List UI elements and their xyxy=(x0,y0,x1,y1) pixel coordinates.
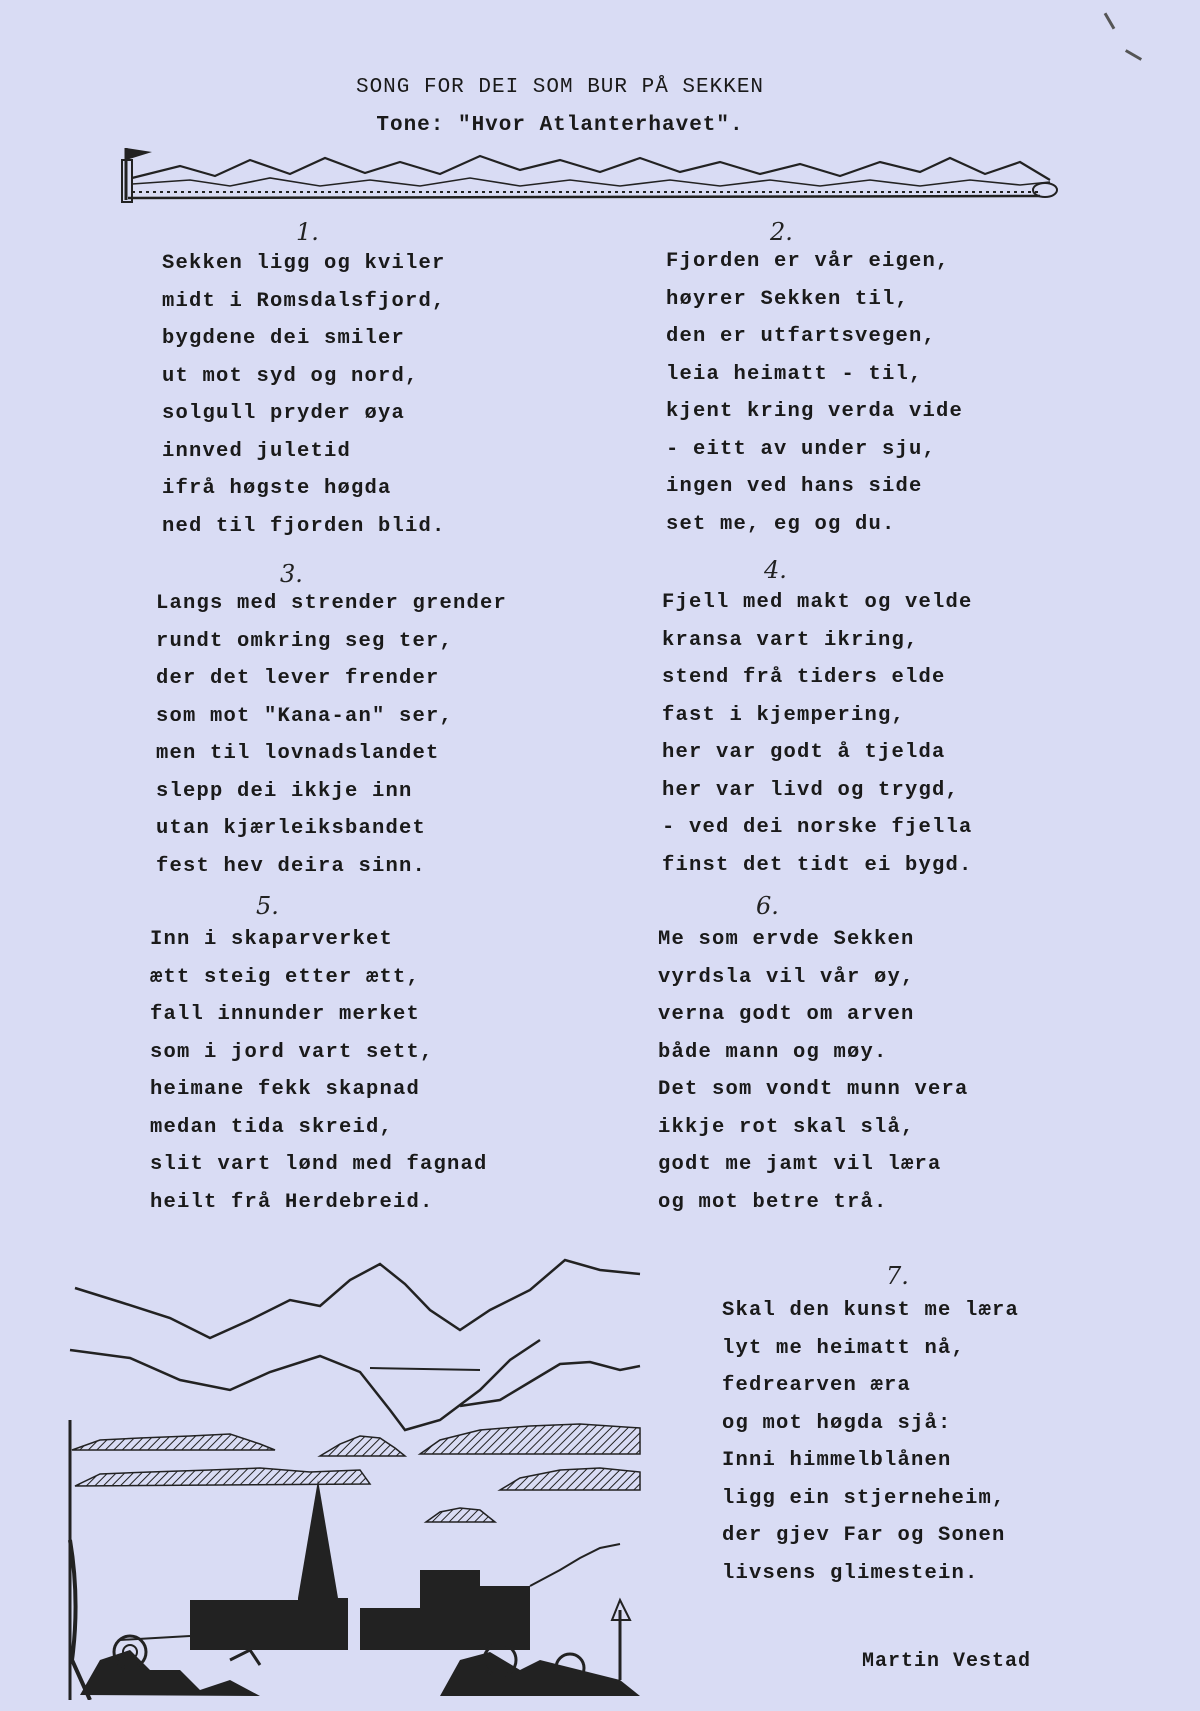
verse-line: solgull pryder øya xyxy=(162,402,406,425)
verse-line: heimane fekk skapnad xyxy=(150,1078,421,1101)
verse-number: 7. xyxy=(886,1262,909,1290)
scan-mark xyxy=(1125,49,1142,61)
verse-line: kransa vart ikring, xyxy=(662,628,919,652)
verse-line: ligg ein stjerneheim, xyxy=(722,1486,1006,1510)
verse-line: innved juletid xyxy=(162,439,352,463)
verse-line: Det som vondt munn vera xyxy=(658,1078,969,1101)
verse-line: og mot høgda sjå: xyxy=(722,1411,952,1435)
verse-line: heilt frå Herdebreid. xyxy=(150,1190,434,1214)
verse-1 xyxy=(162,245,446,545)
verse-line: stend frå tiders elde xyxy=(662,666,946,689)
song-tune: Tone: "Hvor Atlanterhavet". xyxy=(376,114,744,137)
verse-5 xyxy=(150,921,488,1221)
verse-line: midt i Romsdalsfjord, xyxy=(162,289,446,313)
verse-line: - ved dei norske fjella xyxy=(662,816,973,839)
verse-line: som mot "Kana-an" ser, xyxy=(156,704,454,728)
verse-line: fall innunder merket xyxy=(150,1003,421,1026)
verse-line: ætt steig etter ætt, xyxy=(150,965,421,989)
church-and-buildings xyxy=(120,1480,620,1650)
verse-line: Me som ervde Sekken xyxy=(658,928,915,951)
verse-line: Inni himmelblånen xyxy=(722,1449,952,1472)
verse-line: verna godt om arven xyxy=(658,1003,915,1026)
verse-line: fest hev deira sinn. xyxy=(156,854,427,878)
verse-line: rundt omkring seg ter, xyxy=(156,629,454,653)
verse-line: ned til fjorden blid. xyxy=(162,514,446,538)
verse-6 xyxy=(658,921,969,1221)
verse-line: Fjorden er vår eigen, xyxy=(666,250,950,273)
verse-line: men til lovnadslandet xyxy=(156,742,440,765)
verse-7 xyxy=(722,1292,1019,1592)
verse-3 xyxy=(156,585,507,885)
verse-line: og mot betre trå. xyxy=(658,1190,888,1214)
verse-number: 6. xyxy=(756,892,779,920)
verse-2 xyxy=(666,243,963,543)
verse-line: ut mot syd og nord, xyxy=(162,364,419,388)
verse-line: set me, eg og du. xyxy=(666,512,896,536)
verse-line: den er utfartsvegen, xyxy=(666,325,937,348)
verse-line: slit vart lønd med fagnad xyxy=(150,1153,488,1176)
verse-line: slepp dei ikkje inn xyxy=(156,779,413,803)
verse-line: Langs med strender grender xyxy=(156,592,508,615)
verse-line: som i jord vart sett, xyxy=(150,1040,434,1064)
verse-line: bygdene dei smiler xyxy=(162,327,406,350)
verse-line: her var godt å tjelda xyxy=(662,741,946,764)
verse-line: kjent kring verda vide xyxy=(666,400,964,423)
verse-line: fedrearven æra xyxy=(722,1374,912,1397)
verse-line: ingen ved hans side xyxy=(666,475,923,498)
verse-line: her var livd og trygd, xyxy=(662,778,960,802)
verse-4 xyxy=(662,584,973,884)
verse-line: Inn i skaparverket xyxy=(150,928,394,951)
verse-line: der det lever frender xyxy=(156,667,440,690)
verse-line: Sekken ligg og kviler xyxy=(162,252,446,275)
verse-line: lyt me heimatt nå, xyxy=(722,1336,966,1360)
verse-line: både mann og møy. xyxy=(658,1040,888,1064)
landscape-illustration xyxy=(60,1240,710,1700)
verse-number: 1. xyxy=(296,218,319,246)
verse-number: 2. xyxy=(770,218,793,246)
verse-line: fast i kjempering, xyxy=(662,703,906,727)
verse-line: Skal den kunst me læra xyxy=(722,1299,1020,1322)
verse-number: 4. xyxy=(764,556,787,584)
verse-line: utan kjærleiksbandet xyxy=(156,817,427,840)
author-name: Martin Vestad xyxy=(862,1650,1032,1673)
verse-line: leia heimatt - til, xyxy=(666,362,923,386)
verse-line: godt me jamt vil læra xyxy=(658,1153,942,1176)
verse-line: finst det tidt ei bygd. xyxy=(662,853,973,877)
verse-line: høyrer Sekken til, xyxy=(666,287,910,311)
verse-number: 5. xyxy=(256,892,279,920)
scan-mark xyxy=(1104,12,1116,29)
verse-line: ifrå høgste høgda xyxy=(162,477,392,500)
verse-line: livsens glimestein. xyxy=(722,1561,979,1585)
verse-line: - eitt av under sju, xyxy=(666,437,937,461)
verse-line: medan tida skreid, xyxy=(150,1115,394,1139)
verse-line: ikkje rot skal slå, xyxy=(658,1115,915,1139)
verse-number: 3. xyxy=(280,560,303,588)
song-title: SONG FOR DEI SOM BUR PÅ SEKKEN xyxy=(355,76,765,99)
mountain-banner xyxy=(120,140,1060,215)
verse-line: der gjev Far og Sonen xyxy=(722,1524,1006,1547)
verse-line: Fjell med makt og velde xyxy=(662,591,973,614)
verse-line: vyrdsla vil vår øy, xyxy=(658,965,915,989)
